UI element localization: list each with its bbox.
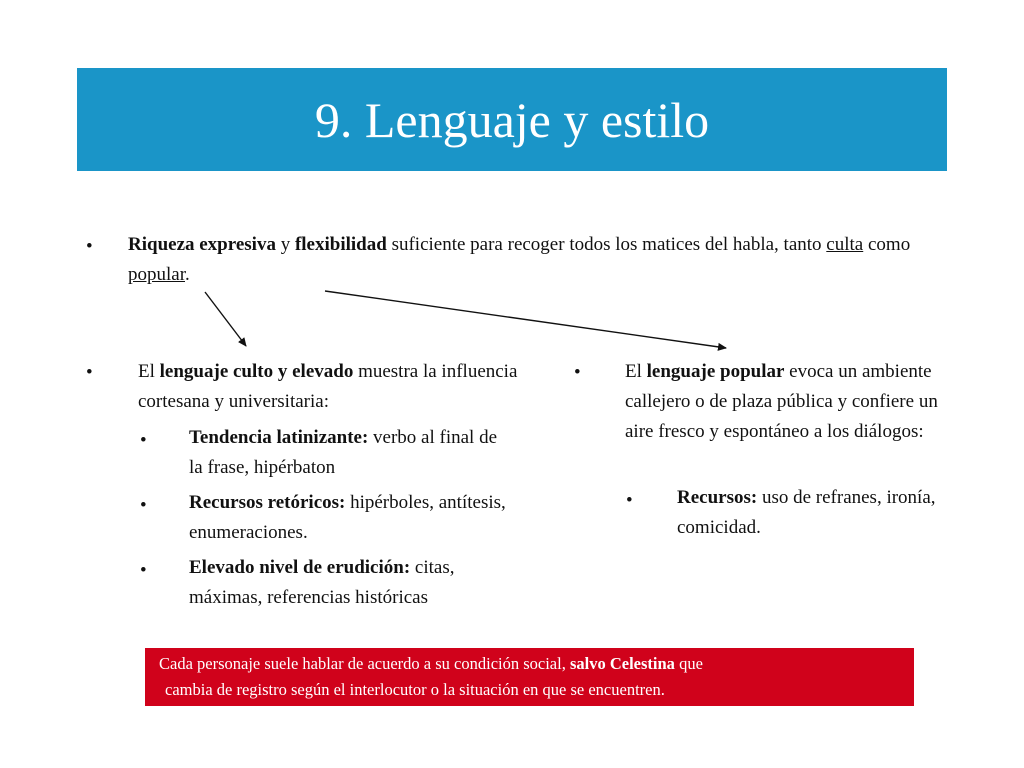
callout-bold: salvo Celestina [569,654,675,673]
callout-text: Cada personaje suele hablar de acuerdo a su condición social, [159,654,570,673]
bullet-icon: • [140,560,147,581]
bullet-icon: • [86,236,93,257]
subitem-text: verbo al final de la frase, hipérbaton [189,427,498,478]
culto-subitem-retoricos [189,488,509,548]
title-bar [77,68,947,171]
arrow-to-culto [205,292,246,346]
bullet-icon: • [140,430,147,451]
culto-subitem-latinizante [189,423,509,483]
callout-box [145,648,914,706]
intro-bold-flexibilidad: flexibilidad [294,234,387,255]
subitem-text: uso de refranes, ironía, comicidad. [677,487,936,538]
intro-text: como [863,234,911,255]
intro-text: suficiente para recoger todos los matices del habla, tanto [386,234,827,255]
callout-line-1 [159,651,703,677]
subitem-text: hipérboles, antítesis, enumeraciones. [189,492,506,543]
culto-paragraph [138,357,538,417]
subitem-bold: Recursos retóricos: [189,492,346,513]
slide-title: 9. Lenguaje y estilo [314,91,710,148]
bullet-icon: • [140,495,147,516]
bullet-icon: • [626,490,633,511]
subitem-bold: Elevado nivel de erudición: [189,557,411,578]
culto-subitem-erudicion [189,553,529,613]
popular-bold: lenguaje popular [646,361,785,382]
popular-subitem-recursos [677,483,947,543]
subitem-bold: Tendencia latinizante: [189,427,369,448]
subitem-bold: Recursos: [677,487,758,508]
subitem-text: citas, máximas, referencias históricas [189,557,455,608]
intro-text: . [185,264,190,285]
culto-text: El [138,361,160,382]
culto-bold: lenguaje culto y elevado [159,361,354,382]
callout-text: que [674,654,703,673]
bullet-icon: • [574,362,581,383]
culto-text: muestra la influencia cortesana y universitaria: [138,361,518,412]
intro-paragraph [128,230,968,290]
bullet-icon: • [86,362,93,383]
popular-paragraph [625,357,955,447]
arrow-to-popular [325,291,726,348]
intro-text: y [275,234,295,255]
intro-underline-culta: culta [826,234,864,255]
intro-bold-riqueza: Riqueza expresiva [128,234,276,255]
callout-line-2: cambia de registro según el interlocutor o la situación en que se encuentren. [165,680,665,699]
popular-text: El [625,361,647,382]
intro-underline-popular: popular [128,264,185,285]
popular-text: evoca un ambiente callejero o de plaza pública y confiere un aire fresco y espontáneo a los diálogos: [625,361,938,442]
